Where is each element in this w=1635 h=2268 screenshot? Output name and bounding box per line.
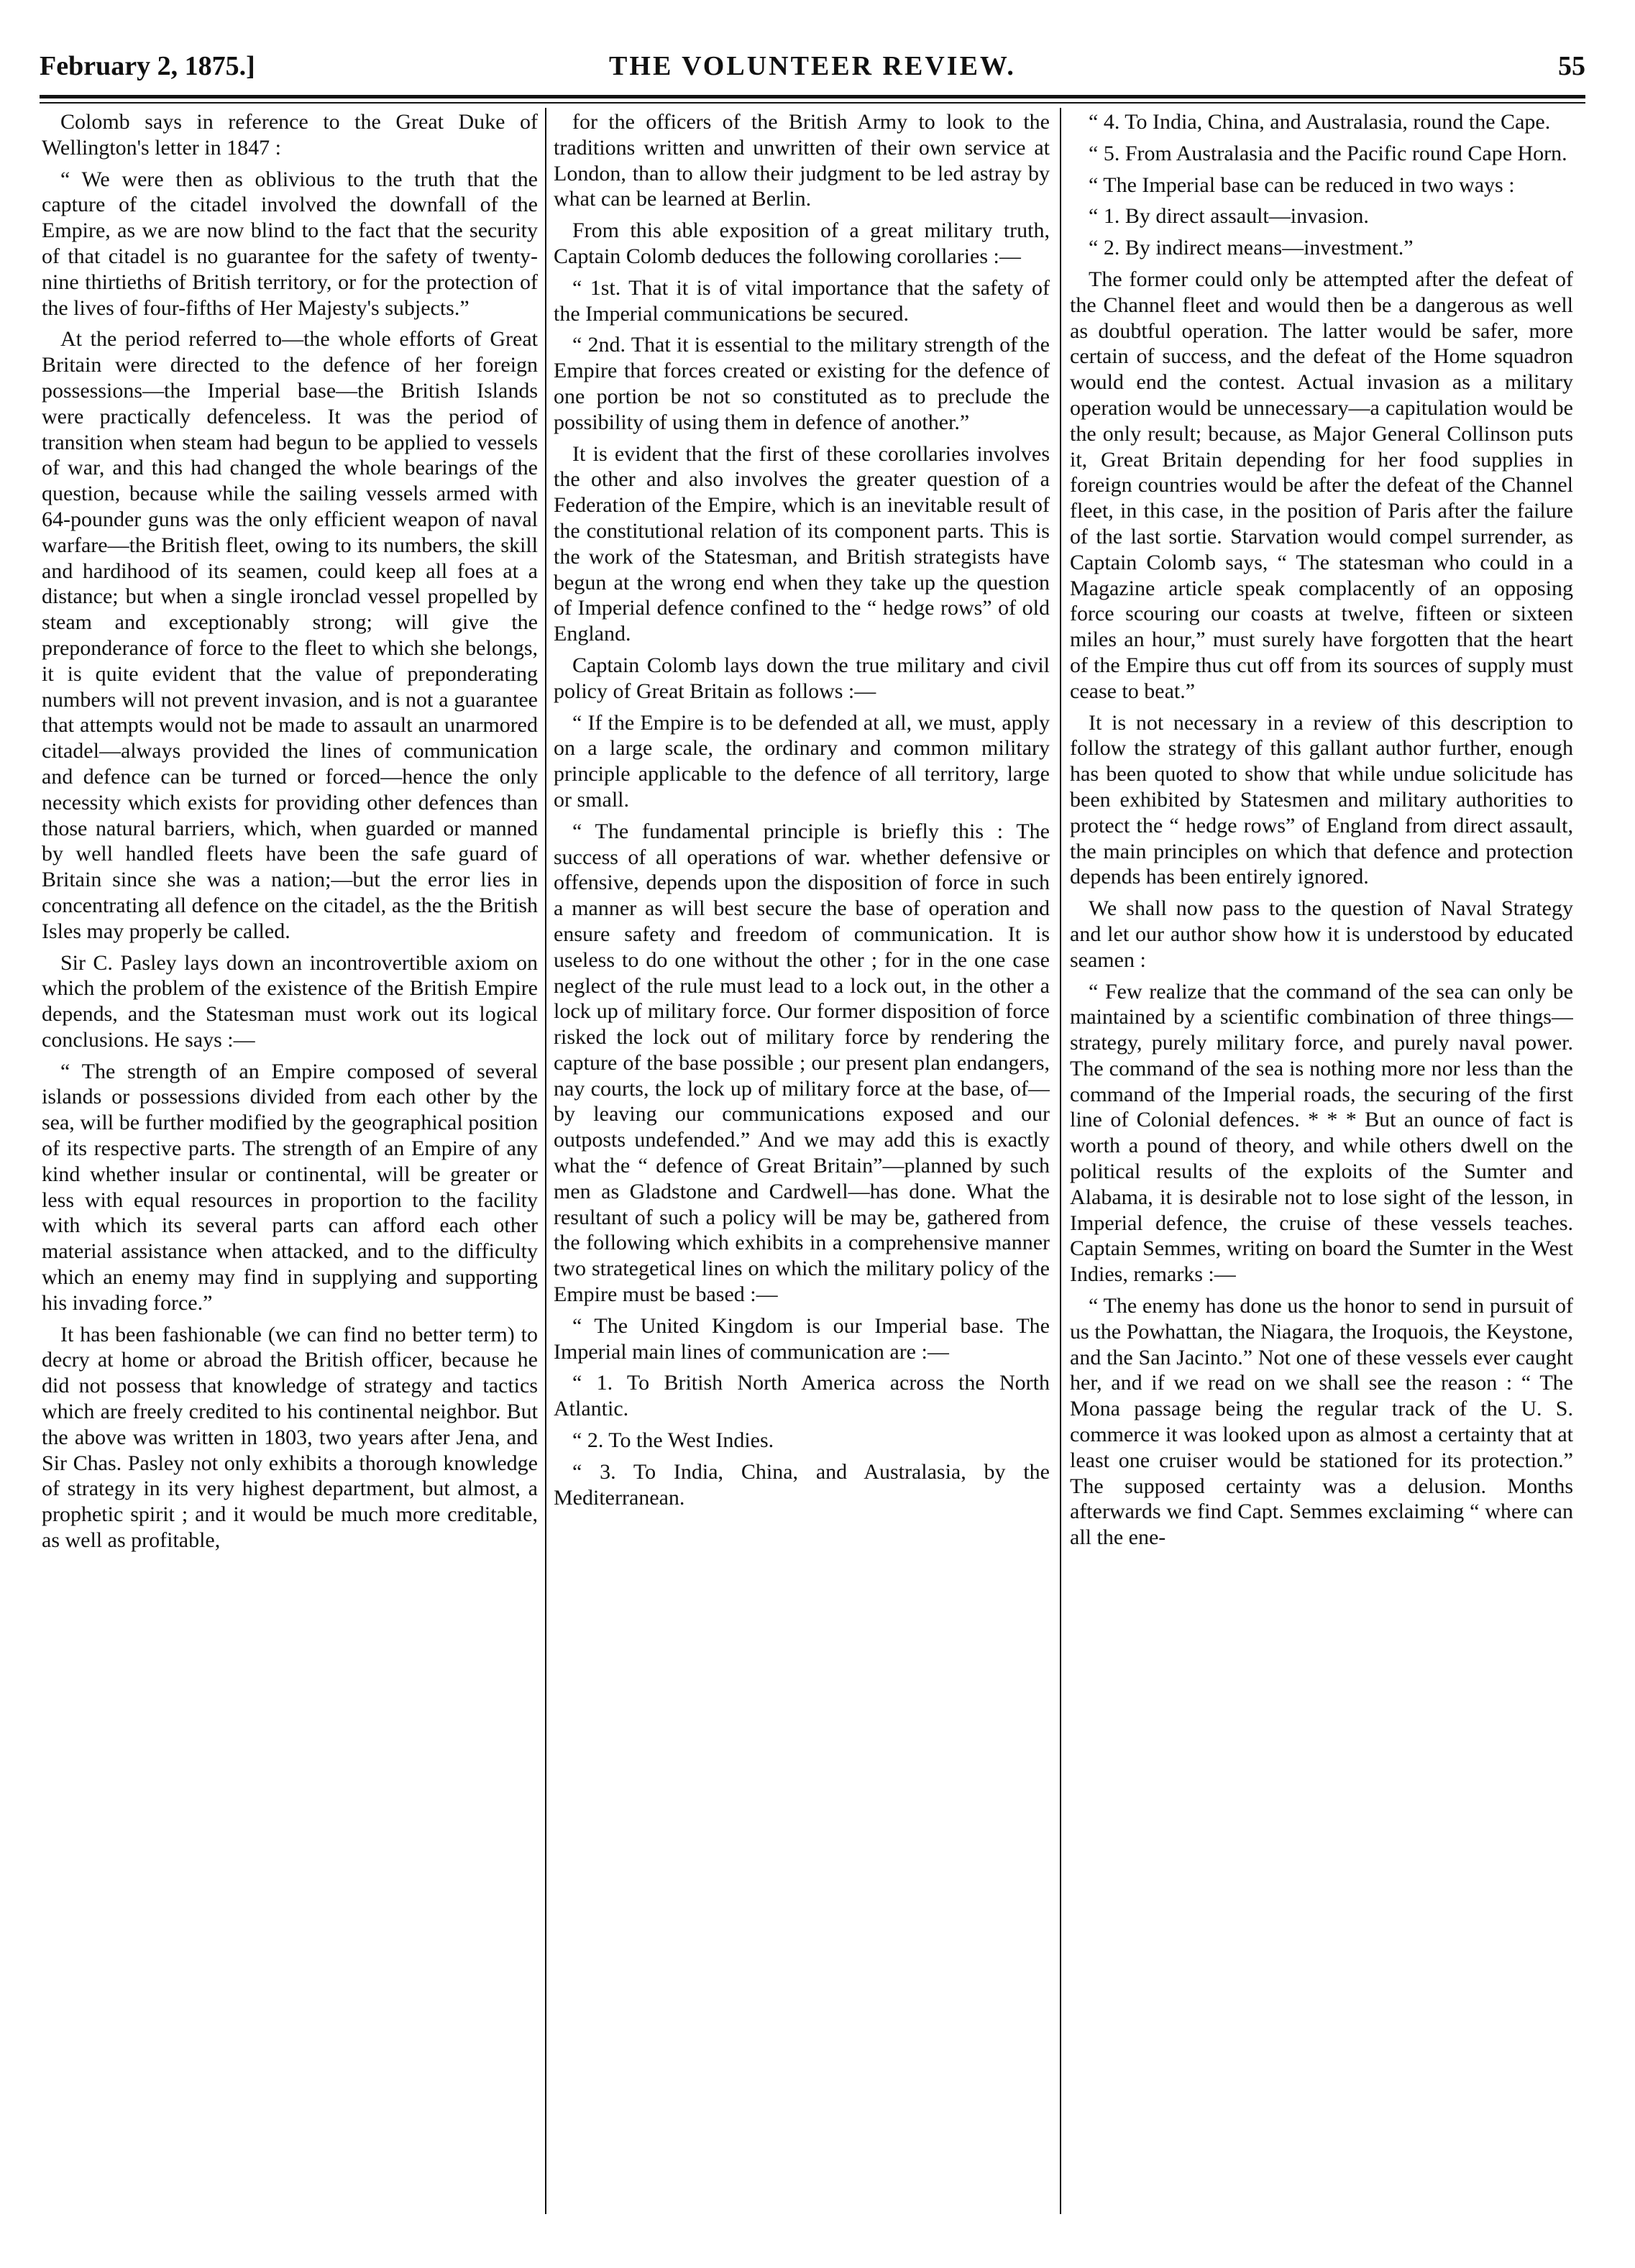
paragraph: “ We were then as oblivious to the truth that the capture of the citadel involved the downfall of the Empire, as we are now blind to the fact that the security of that citadel is no guarantee for the safety of twenty-nine thirtieths of British territory, or for the protection of the lives of four-fifths of Her Majesty's subjects.” <box>42 167 538 320</box>
paragraph: We shall now pass to the question of Naval Strategy and let our author show how it is understood by educated seamen : <box>1070 896 1573 972</box>
paragraph: Sir C. Pasley lays down an incontrovertible axiom on which the problem of the existence of the British Empire depends, and the Statesman must work out its logical conclusions. He says :— <box>42 950 538 1052</box>
paragraph: “ If the Empire is to be defended at all, we must, apply on a large scale, the ordinary and common military principle applicable to the defence of all territory, large or small. <box>554 710 1050 812</box>
paragraph: It has been fashionable (we can find no better term) to decry at home or abroad the British officer, because he did not possess that knowledge of strategy and tactics which are freely credited to his continental neighbor. But the above was written in 1803, two years after Jena, and Sir Chas. Pasley not only exhibits a thorough knowledge of strategy in its very highest department, but almost, a prophetic spirit ; and it would be much more creditable, as well as profitable, <box>42 1322 538 1553</box>
paragraph: for the officers of the British Army to look to the traditions written and unwritten of their own service at London, than to allow their judgment to be led astray by what can be learned at Berlin. <box>554 110 1050 211</box>
header-rule-thin <box>40 102 1585 104</box>
paragraph: “ 3. To India, China, and Australasia, by the Mediterranean. <box>554 1459 1050 1510</box>
page-number: 55 <box>1558 51 1585 81</box>
paragraph: “ 2. To the West Indies. <box>572 1428 774 1453</box>
paragraph: “ The enemy has done us the honor to send in pursuit of us the Powhattan, the Niagara, the Iroquois, the Keystone, and the San Jacinto.” Not one of these vessels ever caught her, and if we read on we shall see the reason : “ The Mona passage being the regular track of the U. S. commerce it was looked upon as almost a certainty that at least one cruiser would be stationed for its protection.” The supposed certainty was a delusion. Months afterwards we find Capt. Semmes exclaiming “ where can all the ene- <box>1070 1294 1573 1550</box>
column-divider <box>545 108 546 2214</box>
paragraph: “ 1. By direct assault—invasion. <box>1089 204 1369 229</box>
paragraph: “ 5. From Australasia and the Pacific round Cape Horn. <box>1089 141 1567 165</box>
paragraph: “ 1. To British North America across the North Atlantic. <box>554 1371 1050 1421</box>
paragraph: “ The strength of an Empire composed of several islands or possessions divided from each other by the sea, will be further modified by the geographical position of its respective parts. The strength of an Empire of any kind whether insular or continental, will be greater or less with equal resources in proportion to the facility with which its several parts can afford each other material assistance when attacked, and to the difficulty which an enemy may find in supplying and supporting his invading force.” <box>42 1059 538 1315</box>
publication-title: THE VOLUNTEER REVIEW. <box>609 51 1016 81</box>
paragraph: Colomb says in reference to the Great Duke of Wellington's letter in 1847 : <box>42 110 538 160</box>
paragraph: “ Few realize that the command of the sea can only be maintained by a scientific combination of three things—strategy, purely military force, and purely naval power. The command of the sea is nothing more nor less than the command of the Imperial roads, the securing of the first line of Colonial defences. * * * But an ounce of fact is worth a pound of theory, and while others dwell on the political results of the exploits of the Sumter and Alabama, it is desirable not to lose sight of the lesson, in Imperial defence, the cruise of these vessels teaches. Captain Semmes, writing on board the Sumter in the West Indies, remarks :— <box>1070 979 1573 1287</box>
masthead <box>40 43 1585 93</box>
paragraph: It is not necessary in a review of this description to follow the strategy of this gallant author further, enough has been quoted to show that while undue solicitude has been exhibited by Statesmen and military authorities to protect the “ hedge rows” of England from direct assault, the main principles on which that defence and protection depends has been entirely ignored. <box>1070 710 1573 889</box>
paragraph: “ 2nd. That it is essential to the military strength of the Empire that forces created or existing for the defence of one portion be not so constituted as to preclude the possibility of using them in defence of another.” <box>554 333 1050 434</box>
column-1 <box>42 109 538 2212</box>
header-rule-thick <box>40 95 1585 98</box>
paragraph: “ 1st. That it is of vital importance that the safety of the Imperial communications be secured. <box>554 275 1050 326</box>
paragraph: From this able exposition of a great military truth, Captain Colomb deduces the following corollaries :— <box>554 219 1050 268</box>
paragraph: “ The fundamental principle is briefly this : The success of all operations of war. whether defensive or offensive, depends upon the disposition of force in such a manner as will best secure the base of operation and ensure safety and freedom of communication. It is useless to do one without the other ; for in the one case neglect of the rule must lead to a lock out, in the other a lock up of military force. Our former disposition of force risked the lock out of military force by rendering the capture of the base possible ; our present plan endangers, nay courts, the lock up of military force at the base, of—by leaving our communications exposed and our outposts undefended.” And we may add this is exactly what the “ defence of Great Britain”—planned by such men as Gladstone and Cardwell—has done. What the resultant of such a policy will be may be, gathered from the following which exhibits in a comprehensive manner two strategetical lines on which the military policy of the Empire must be based :— <box>554 819 1050 1307</box>
column-divider <box>1060 108 1061 2214</box>
paragraph: It is evident that the first of these corollaries involves the other and also involves the greater question of a Federation of the Empire, which is an inevitable result of the constitutional relation of its component parts. This is the work of the Statesman, and British strategists have begun at the wrong end when they take up the question of Imperial defence confined to the “ hedge rows” of old England. <box>554 441 1050 646</box>
paragraph: Captain Colomb lays down the true military and civil policy of Great Britain as follows :— <box>554 653 1050 703</box>
column-3 <box>1070 109 1573 2212</box>
paragraph: “ 4. To India, China, and Australasia, round the Cape. <box>1089 110 1551 134</box>
paragraph: “ The United Kingdom is our Imperial base. The Imperial main lines of communication are :— <box>554 1313 1050 1364</box>
paragraph: The former could only be attempted after the defeat of the Channel fleet and would then be a dangerous as well as doubtful operation. The latter would be safer, more certain of success, and the defeat of the Home squadron would end the contest. Actual invasion as a military operation would be unnecessary—a capitulation would be the only result; because, as Major General Collinson puts it, Great Britain depending for her food supplies in foreign countries would be after the defeat of the Channel fleet, in this case, in the position of Paris after the failure of the last sortie. Starvation would compel surrender, as Captain Colomb says, “ The statesman who could in a Magazine article speak complacently of an opposing force scouring our coasts at twelve, fifteen or sixteen miles an hour,” must surely have forgotten that the heart of the Empire thus cut off from its sources of supply must cease to beat.” <box>1070 267 1573 703</box>
paragraph: “ 2. By indirect means—investment.” <box>1089 236 1414 260</box>
paragraph: At the period referred to—the whole efforts of Great Britain were directed to the defence of her foreign possessions—the Imperial base—the British Islands were practically defenceless. It was the period of transition when steam had begun to be applied to vessels of war, and this had changed the whole bearings of the question, because while the sailing vessels armed with 64-pounder guns was the only efficient weapon of naval warfare—the British fleet, owing to its numbers, the skill and hardihood of its seamen, could keep all foes at a distance; but when a single ironclad vessel propelled by steam and exceptionably strong; will give the preponderance of force to the fleet to which she belongs, it is quite evident that the value of preponderating numbers will not prevent invasion, and is not a guarantee that attempts would not be made to assault an unarmored citadel—always provided the lines of communication and defence can be turned or forced—hence the only necessity which exists for providing other defences than those natural barriers, which, when guarded or manned by well handled fleets have been the safe guard of Britain since she was a nation;—but the error lies in concentrating all defence on the citadel, as the the British Isles may properly be called. <box>42 327 538 943</box>
column-2 <box>554 109 1050 2212</box>
paragraph: “ The Imperial base can be reduced in two ways : <box>1089 173 1515 197</box>
issue-date: February 2, 1875.] <box>40 51 255 81</box>
